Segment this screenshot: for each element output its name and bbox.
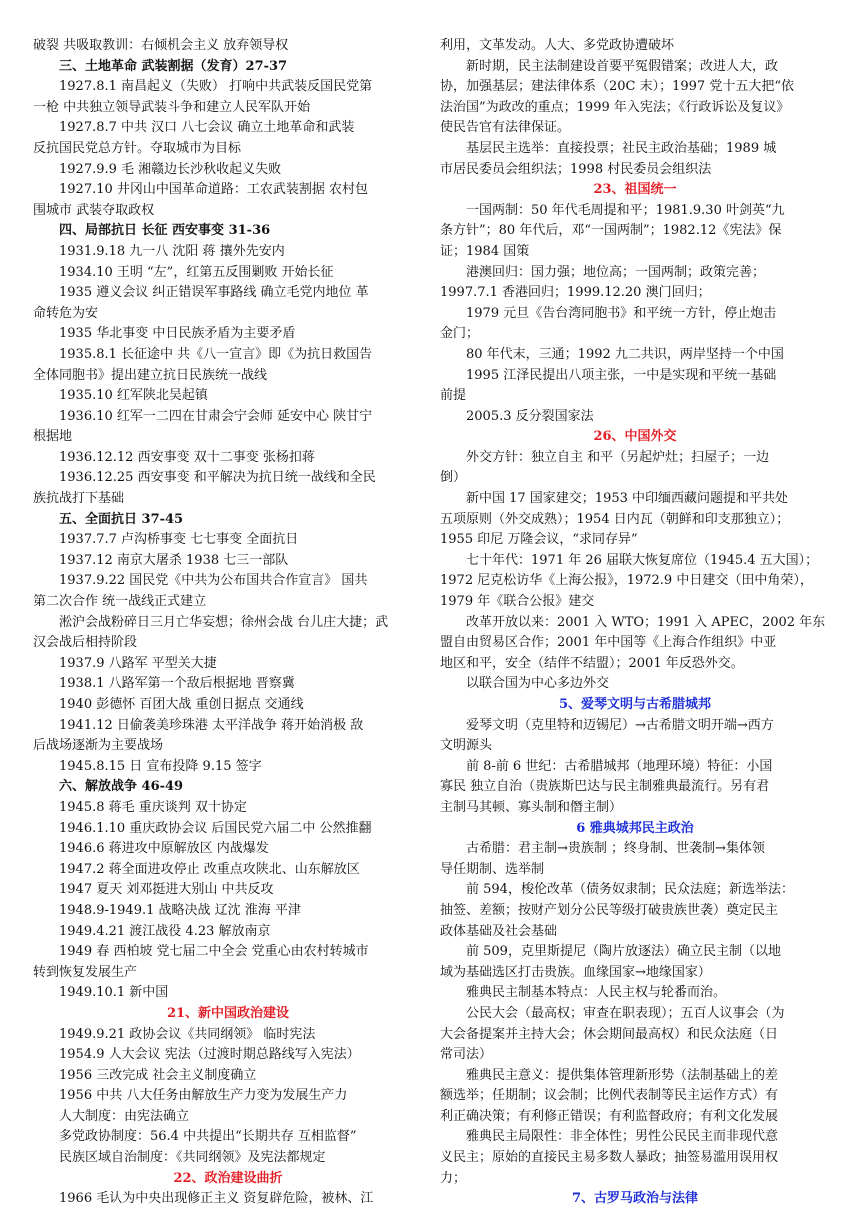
text-line: 1997.7.1 香港回归；1999.12.20 澳门回归； <box>440 285 711 301</box>
text-line: 新中国 17 国家建交；1953 中印缅西藏问题提和平共处 <box>466 491 789 507</box>
topic-heading: 23、祖国统一 <box>593 182 677 198</box>
text-line: 1935.10 红军陕北吴起镇 <box>59 388 208 404</box>
text-line: 民族区域自治制度：《共同纲领》及宪法都规定 <box>59 1150 326 1166</box>
text-line: 1937.12 南京大屠杀 1938 七三一部队 <box>59 552 289 568</box>
text-line: 盟自由贸易区合作；2001 年中国等《上海合作组织》中亚 <box>440 635 777 651</box>
text-line: 额选举；任期制；议会制；比例代表制等民主运作方式）有 <box>440 1088 779 1104</box>
text-line: 抽签、差额；按财产划分公民等级打破贵族世袭）奠定民主 <box>440 902 779 918</box>
text-line: 1949 春 西柏坡 党七届二中全会 党重心由农村转城市 <box>59 944 369 960</box>
text-line: 寡民 独立自治（贵族斯巴达与民主制雅典最流行。另有君 <box>440 779 770 795</box>
topic-heading: 5、爱琴文明与古希腊城邦 <box>558 697 712 712</box>
text-line: 1936.12.12 西安事变 双十二事变 张杨扣蒋 <box>59 449 315 465</box>
text-line: 义民主；原始的直接民主易多数人暴政；抽签易滥用误用权 <box>440 1150 779 1166</box>
text-line: 域为基础选区打击贵族。血缘国家→地缘国家） <box>440 964 711 980</box>
text-line: 1937.9 八路军 平型关大捷 <box>59 655 217 671</box>
text-line: 1995 江泽民提出八项主张，一中是实现和平统一基础 <box>466 367 777 383</box>
text-line: 协，加强基层；建法律体系（20C 末）；1997 党十五大把“依 <box>440 79 794 95</box>
text-line: 法治国”为政改的重点；1999 年入宪法；《行政诉讼及复议》 <box>440 99 790 115</box>
section-heading: 六、解放战争 46-49 <box>59 779 184 795</box>
text-line: 1927.8.7 中共 汉口 八七会议 确立土地革命和武装 <box>59 120 355 136</box>
text-line: 1927.10 井冈山中国革命道路：工农武装割据 农村包 <box>59 182 369 198</box>
text-line: 转到恢复发展生产 <box>33 964 138 980</box>
text-line: 1946.6 蒋进攻中原解放区 内战爆发 <box>59 841 269 857</box>
text-line: 80 年代末，三通；1992 九二共识，两岸坚持一个中国 <box>466 346 784 362</box>
text-line: 多党政协制度：56.4 中共提出“长期共存 互相监督” <box>59 1129 357 1145</box>
text-line: 命转危为安 <box>33 305 99 321</box>
text-line: 政体基础及社会基础 <box>440 923 558 939</box>
text-line: 外交方针：独立自主 和平（另起炉灶；扫屋子；一边 <box>466 449 770 465</box>
text-line: 前 594，梭伦改革（债务奴隶制；民众法庭；新选举法： <box>466 882 794 898</box>
text-line: 导任期制、选举制 <box>440 861 545 877</box>
text-line: 1972 尼克松访华《上海公报》，1972.9 中日建交（田中角荣）， <box>440 573 813 589</box>
text-line: 族抗战打下基础 <box>33 491 125 507</box>
text-line: 1945.8.15 日 宣布投降 9.15 签字 <box>59 758 262 774</box>
text-line: 常司法） <box>440 1047 493 1063</box>
topic-heading: 22、政治建设曲折 <box>173 1170 283 1186</box>
text-line: 前 509，克里斯提尼（陶片放逐法）确立民主制（以地 <box>466 944 781 960</box>
text-line: 1946.1.10 重庆政协会议 后国民党六届二中 公然推翻 <box>59 820 372 836</box>
text-line: 前 8-前 6 世纪：古希腊城邦（地理环境）特征：小国 <box>466 758 773 774</box>
text-line: 使民告官有法律保证。 <box>440 120 571 136</box>
text-line: 以联合国为中心多边外交 <box>466 676 610 692</box>
text-line: 市居民委员会组织法；1998 村民委员会组织法 <box>440 161 712 177</box>
text-line: 主制马其顿、寡头制和僭主制） <box>440 799 623 815</box>
topic-heading: 21、新中国政治建设 <box>166 1005 290 1021</box>
text-line: 一枪 中共独立领导武装斗争和建立人民军队开始 <box>33 99 311 115</box>
text-line: 1931.9.18 九一八 沈阳 蒋 攘外先安内 <box>59 243 285 259</box>
text-line: 1955 印尼 万隆会议，“求同存异” <box>440 532 638 548</box>
text-line: 倒） <box>440 470 467 486</box>
text-line: 围城市 武装夺取政权 <box>33 202 155 218</box>
text-line: 1954.9 人大会议 宪法（过渡时期总路线写入宪法） <box>59 1047 360 1063</box>
text-line: 1938.1 八路军第一个敌后根据地 晋察冀 <box>59 676 295 692</box>
section-heading: 五、全面抗日 37-45 <box>59 511 184 527</box>
text-line: 第二次合作 统一战线正式建立 <box>33 594 207 610</box>
text-line: 1936.12.25 西安事变 和平解决为抗日统一战线和全民 <box>59 470 376 486</box>
text-line: 七十年代：1971 年 26 届联大恢复席位（1945.4 五大国）； <box>466 552 819 568</box>
text-line: 反抗国民党总方针。夺取城市为目标 <box>33 140 242 156</box>
text-line: 金门； <box>440 326 480 342</box>
text-line: 古希腊：君主制→贵族制 ；终身制、世袭制→集体领 <box>466 841 765 857</box>
text-line: 1979 年《联合公报》建交 <box>440 594 595 610</box>
text-line: 1927.9.9 毛 湘赣边长沙秋收起义失败 <box>59 161 282 177</box>
text-line: 条方针”；80 年代后，邓“一国两制”；1982.12《宪法》保 <box>440 223 782 239</box>
text-line: 文明源头 <box>440 738 493 754</box>
text-line: 1941.12 日偷袭美珍珠港 太平洋战争 蒋开始消极 敌 <box>59 717 364 733</box>
topic-heading: 26、中国外交 <box>593 429 677 445</box>
text-line: 1935 遵义会议 纠正错误军事路线 确立毛党内地位 革 <box>59 285 369 301</box>
section-heading: 四、局部抗日 长征 西安事变 31-36 <box>59 223 271 239</box>
text-line: 新时期，民主法制建设首要平冤假错案；改进人大，政 <box>466 58 779 74</box>
section-heading: 三、土地革命 武装割据（发育）27-37 <box>59 58 288 74</box>
text-line: 2005.3 反分裂国家法 <box>466 408 594 424</box>
text-line: 雅典民主局限性：非全体性；男性公民民主而非现代意 <box>466 1129 779 1145</box>
text-line: 根据地 <box>33 429 73 445</box>
left-column <box>33 36 423 1210</box>
text-line: 利正确决策；有利修正错误；有利监督政府；有利文化发展 <box>440 1108 779 1124</box>
text-line: 改革开放以来：2001 入 WTO；1991 入 APEC，2002 年东 <box>466 614 826 630</box>
text-line: 1956 三改完成 社会主义制度确立 <box>59 1067 257 1083</box>
text-line: 1937.9.22 国民党《中共为公布国共合作宣言》 国共 <box>59 573 368 589</box>
text-line: 1935.8.1 长征途中 共《八一宣言》即《为抗日救国告 <box>59 346 373 362</box>
text-line: 雅典民主制基本特点：人民主权与轮番而治。 <box>466 985 727 1001</box>
text-line: 1945.8 蒋毛 重庆谈判 双十协定 <box>59 799 247 815</box>
text-line: 公民大会（最高权；审查在职表现）；五百人议事会（为 <box>466 1005 785 1021</box>
text-line: 1947 夏天 刘邓挺进大别山 中共反攻 <box>59 882 274 898</box>
text-line: 全体同胞书》提出建立抗日民族统一战线 <box>33 367 268 383</box>
text-line: 汉会战后相持阶段 <box>33 635 138 651</box>
text-line: 1937.7.7 卢沟桥事变 七七事变 全面抗日 <box>59 532 299 548</box>
right-column <box>440 36 830 1210</box>
text-line: 淞沪会战粉碎日三月亡华妄想；徐州会战 台儿庄大捷；武 <box>59 614 389 630</box>
text-line: 大会备提案并主持大会；休会期间最高权）和民众法庭（日 <box>440 1026 779 1042</box>
topic-heading: 7、古罗马政治与法律 <box>571 1191 699 1207</box>
text-line: 1949.9.21 政协会议《共同纲领》 临时宪法 <box>59 1026 316 1042</box>
topic-heading: 6 雅典城邦民主政治 <box>576 820 694 836</box>
text-line: 1936.10 红军一二四在甘肃会宁会师 延安中心 陕甘宁 <box>59 408 373 424</box>
text-line: 破裂 共吸取教训：右倾机会主义 放弃领导权 <box>33 38 289 53</box>
text-line: 雅典民主意义：提供集体管理新形势（法制基础上的差 <box>466 1067 779 1083</box>
text-line: 1940 彭德怀 百团大战 重创日据点 交通线 <box>59 697 304 712</box>
text-line: 五项原则（外交成熟）；1954 日内瓦（朝鲜和印支那独立）； <box>440 511 790 527</box>
text-line: 1966 毛认为中央出现修正主义 资复辟危险，被林、江 <box>59 1191 374 1207</box>
text-line: 1949.4.21 渡江战役 4.23 解放南京 <box>59 923 271 939</box>
text-line: 港澳回归：国力强；地位高；一国两制；政策完善； <box>466 264 766 280</box>
text-line: 1927.8.1 南昌起义（失败） 打响中共武装反国民党第 <box>59 79 373 95</box>
text-line: 利用，文革发动。人大、多党政协遭破坏 <box>440 38 675 53</box>
text-line: 爱琴文明（克里特和迈锡尼）→古希腊文明开端→西方 <box>466 717 774 733</box>
text-line: 人大制度：由宪法确立 <box>59 1108 190 1124</box>
text-line: 1947.2 蒋全面进攻停止 改重点攻陕北、山东解放区 <box>59 861 360 877</box>
text-line: 基层民主选举：直接投票；社民主政治基础；1989 城 <box>466 140 777 156</box>
text-line: 证；1984 国策 <box>440 243 530 259</box>
text-line: 一国两制：50 年代毛周提和平；1981.9.30 叶剑英“九 <box>466 202 785 218</box>
text-line: 力； <box>440 1170 467 1186</box>
text-line: 前提 <box>440 388 467 404</box>
text-line: 1934.10 王明 “左”，红第五反围剿败 开始长征 <box>59 264 334 280</box>
text-line: 1949.10.1 新中国 <box>59 985 169 1001</box>
text-line: 后战场逐渐为主要战场 <box>33 738 164 754</box>
text-line: 1948.9-1949.1 战略决战 辽沈 淮海 平津 <box>59 902 301 918</box>
text-line: 地区和平，安全（结伴不结盟）；2001 年反恐外交。 <box>440 655 744 671</box>
text-line: 1979 元旦《告台湾同胞书》和平统一方针，停止炮击 <box>466 305 777 321</box>
text-line: 1956 中共 八大任务由解放生产力变为发展生产力 <box>59 1088 348 1104</box>
text-line: 1935 华北事变 中日民族矛盾为主要矛盾 <box>59 326 296 342</box>
